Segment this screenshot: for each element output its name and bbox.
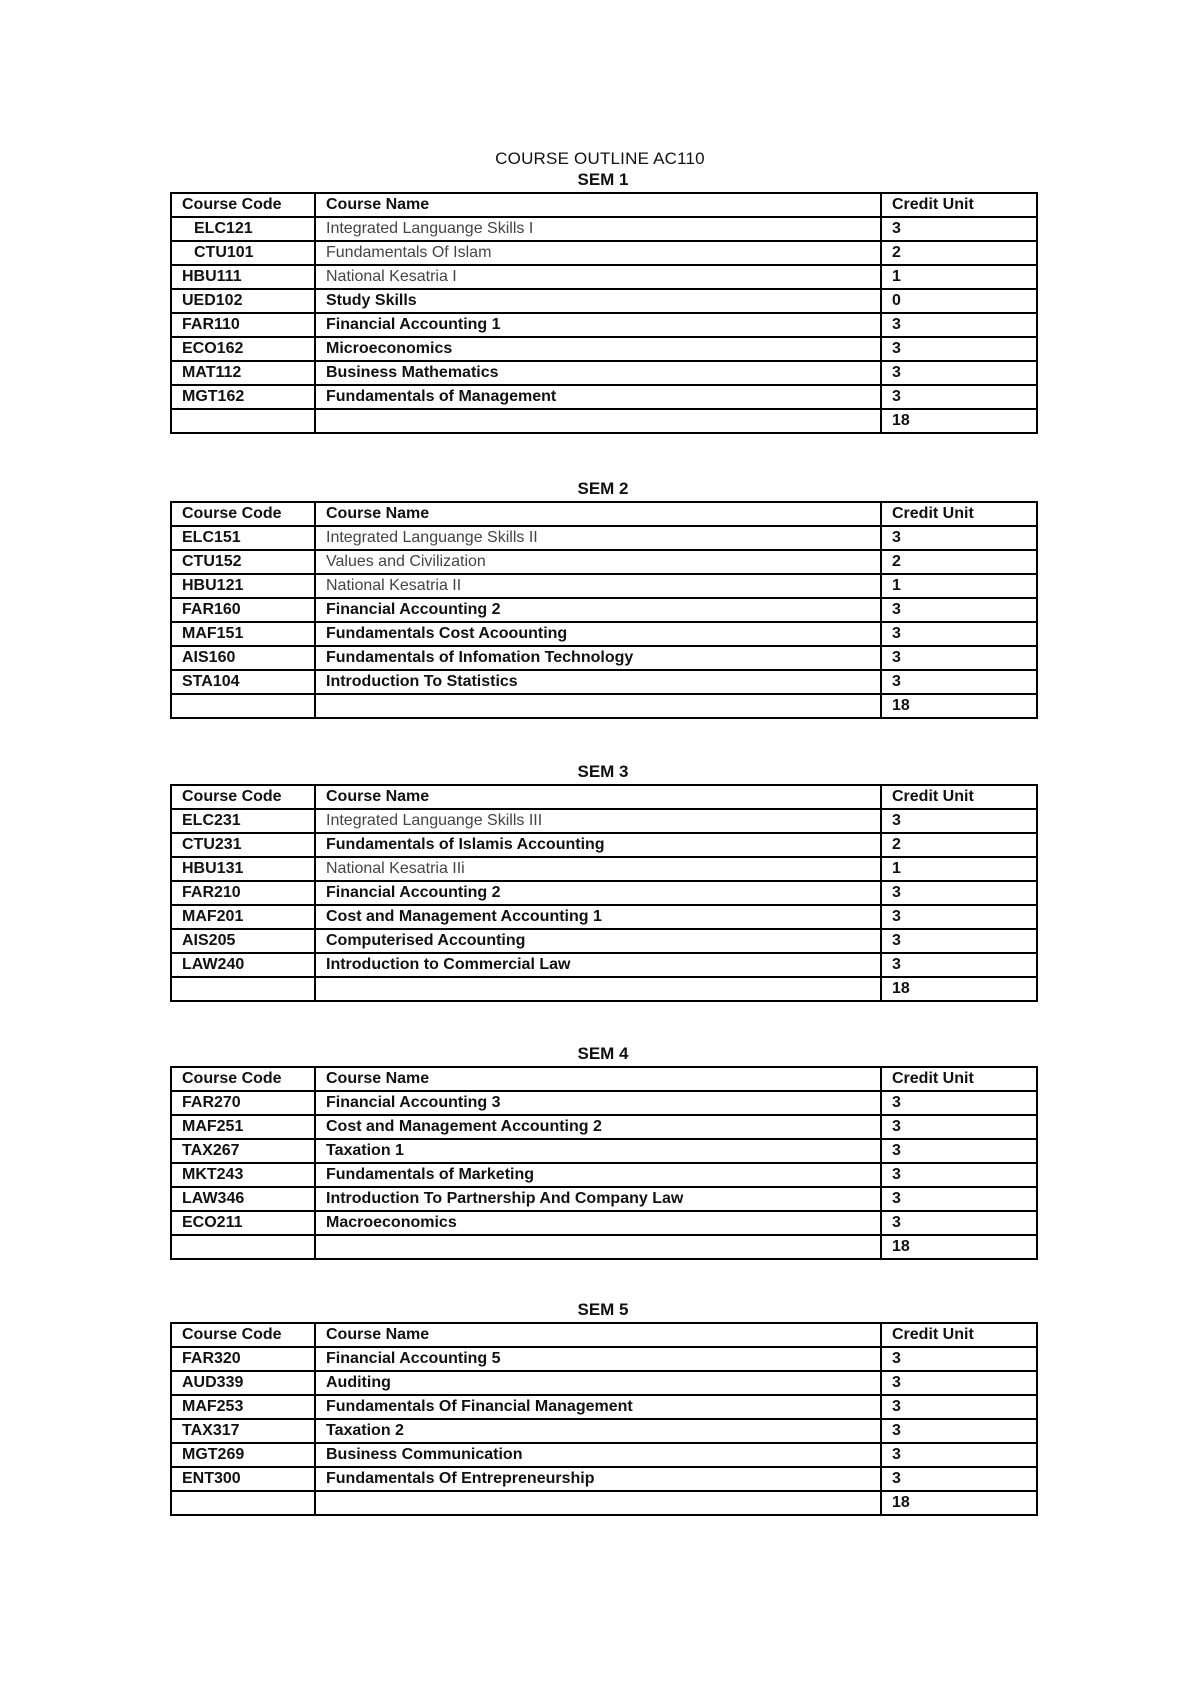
- page-title: COURSE OUTLINE AC110: [495, 149, 705, 168]
- total-row: [171, 1235, 1037, 1259]
- credit-unit-cell: 3: [881, 313, 1037, 337]
- course-code-cell: STA104: [171, 670, 315, 694]
- table-row: [171, 265, 1037, 289]
- credit-unit-cell: 3: [881, 646, 1037, 670]
- course-name-cell: Fundamentals Cost Acoounting: [315, 622, 881, 646]
- course-name-cell: Integrated Languange Skills II: [315, 526, 881, 550]
- course-code-cell: HBU111: [171, 265, 315, 289]
- table-row: [171, 622, 1037, 646]
- credit-unit-cell: 3: [881, 526, 1037, 550]
- table-row: [171, 550, 1037, 574]
- semester-block: [170, 760, 1036, 1002]
- empty-name-cell: [315, 694, 881, 718]
- course-code-cell: MGT269: [171, 1443, 315, 1467]
- total-row: [171, 409, 1037, 433]
- course-code-cell: MKT243: [171, 1163, 315, 1187]
- total-credit-cell: 18: [881, 1235, 1037, 1259]
- credit-unit-cell: 3: [881, 1347, 1037, 1371]
- course-name-cell: Financial Accounting 5: [315, 1347, 881, 1371]
- course-table: [170, 1066, 1038, 1260]
- credit-unit-cell: 3: [881, 1187, 1037, 1211]
- course-name-cell: Computerised Accounting: [315, 929, 881, 953]
- table-row: [171, 313, 1037, 337]
- credit-unit-cell: 3: [881, 1115, 1037, 1139]
- course-code-cell: TAX317: [171, 1419, 315, 1443]
- course-name-cell: Fundamentals of Islamis Accounting: [315, 833, 881, 857]
- total-credit-cell: 18: [881, 977, 1037, 1001]
- credit-unit-cell: 3: [881, 929, 1037, 953]
- empty-code-cell: [171, 977, 315, 1001]
- course-name-cell: Fundamentals of Infomation Technology: [315, 646, 881, 670]
- course-name-cell: Financial Accounting 3: [315, 1091, 881, 1115]
- header-credit-unit: Credit Unit: [881, 1323, 1037, 1347]
- course-name-cell: Auditing: [315, 1371, 881, 1395]
- credit-unit-cell: 3: [881, 361, 1037, 385]
- credit-unit-cell: 3: [881, 1395, 1037, 1419]
- semester-title: SEM 2: [577, 479, 629, 498]
- course-code-cell: CTU101: [171, 241, 315, 265]
- semester-block: [170, 1298, 1036, 1516]
- credit-unit-cell: 3: [881, 809, 1037, 833]
- table-row: [171, 929, 1037, 953]
- course-name-cell: National Kesatria II: [315, 574, 881, 598]
- course-name-cell: Financial Accounting 1: [315, 313, 881, 337]
- credit-unit-cell: 0: [881, 289, 1037, 313]
- course-name-cell: Values and Civilization: [315, 550, 881, 574]
- table-row: [171, 833, 1037, 857]
- course-name-cell: Financial Accounting 2: [315, 598, 881, 622]
- table-row: [171, 1187, 1037, 1211]
- table-row: [171, 670, 1037, 694]
- course-code-cell: FAR210: [171, 881, 315, 905]
- empty-name-cell: [315, 977, 881, 1001]
- credit-unit-cell: 3: [881, 598, 1037, 622]
- course-name-cell: Taxation 1: [315, 1139, 881, 1163]
- header-credit-unit: Credit Unit: [881, 1067, 1037, 1091]
- credit-unit-cell: 2: [881, 550, 1037, 574]
- course-code-cell: CTU231: [171, 833, 315, 857]
- course-table: [170, 192, 1038, 434]
- course-name-cell: Fundamentals of Management: [315, 385, 881, 409]
- course-name-cell: Study Skills: [315, 289, 881, 313]
- empty-name-cell: [315, 409, 881, 433]
- empty-code-cell: [171, 694, 315, 718]
- course-name-cell: Introduction To Statistics: [315, 670, 881, 694]
- course-name-cell: Macroeconomics: [315, 1211, 881, 1235]
- table-row: [171, 1419, 1037, 1443]
- table-header-row: [171, 502, 1037, 526]
- header-course-code: Course Code: [171, 1323, 315, 1347]
- credit-unit-cell: 3: [881, 1163, 1037, 1187]
- table-row: [171, 598, 1037, 622]
- header-course-name: Course Name: [315, 502, 881, 526]
- credit-unit-cell: 2: [881, 241, 1037, 265]
- course-code-cell: CTU152: [171, 550, 315, 574]
- credit-unit-cell: 2: [881, 833, 1037, 857]
- header-course-name: Course Name: [315, 1067, 881, 1091]
- course-name-cell: Taxation 2: [315, 1419, 881, 1443]
- table-row: [171, 1211, 1037, 1235]
- empty-code-cell: [171, 1235, 315, 1259]
- header-credit-unit: Credit Unit: [881, 502, 1037, 526]
- table-row: [171, 574, 1037, 598]
- course-name-cell: Fundamentals Of Islam: [315, 241, 881, 265]
- credit-unit-cell: 3: [881, 1467, 1037, 1491]
- total-credit-cell: 18: [881, 1491, 1037, 1515]
- course-name-cell: Fundamentals of Marketing: [315, 1163, 881, 1187]
- credit-unit-cell: 3: [881, 905, 1037, 929]
- semester-title: SEM 3: [577, 762, 629, 781]
- course-name-cell: Introduction To Partnership And Company Law: [315, 1187, 881, 1211]
- course-code-cell: FAR320: [171, 1347, 315, 1371]
- table-row: [171, 337, 1037, 361]
- course-name-cell: National Kesatria IIi: [315, 857, 881, 881]
- credit-unit-cell: 3: [881, 1091, 1037, 1115]
- course-table: [170, 784, 1038, 1002]
- course-code-cell: MAF251: [171, 1115, 315, 1139]
- credit-unit-cell: 3: [881, 881, 1037, 905]
- credit-unit-cell: 3: [881, 953, 1037, 977]
- course-name-cell: Financial Accounting 2: [315, 881, 881, 905]
- course-code-cell: FAR270: [171, 1091, 315, 1115]
- table-row: [171, 646, 1037, 670]
- course-code-cell: ENT300: [171, 1467, 315, 1491]
- credit-unit-cell: 3: [881, 670, 1037, 694]
- empty-name-cell: [315, 1235, 881, 1259]
- course-code-cell: MGT162: [171, 385, 315, 409]
- course-name-cell: National Kesatria I: [315, 265, 881, 289]
- course-name-cell: Business Communication: [315, 1443, 881, 1467]
- course-code-cell: HBU121: [171, 574, 315, 598]
- course-code-cell: ELC121: [171, 217, 315, 241]
- table-row: [171, 1347, 1037, 1371]
- header-credit-unit: Credit Unit: [881, 785, 1037, 809]
- semester-block: [170, 477, 1036, 719]
- empty-code-cell: [171, 409, 315, 433]
- table-row: [171, 217, 1037, 241]
- course-code-cell: ELC231: [171, 809, 315, 833]
- table-row: [171, 526, 1037, 550]
- credit-unit-cell: 3: [881, 1419, 1037, 1443]
- table-row: [171, 1139, 1037, 1163]
- credit-unit-cell: 3: [881, 217, 1037, 241]
- course-code-cell: AUD339: [171, 1371, 315, 1395]
- course-name-cell: Fundamentals Of Entrepreneurship: [315, 1467, 881, 1491]
- table-row: [171, 809, 1037, 833]
- course-code-cell: AIS205: [171, 929, 315, 953]
- course-code-cell: HBU131: [171, 857, 315, 881]
- header-course-code: Course Code: [171, 785, 315, 809]
- course-table: [170, 501, 1038, 719]
- course-code-cell: MAF253: [171, 1395, 315, 1419]
- table-row: [171, 1467, 1037, 1491]
- table-row: [171, 1395, 1037, 1419]
- header-course-code: Course Code: [171, 502, 315, 526]
- course-code-cell: FAR110: [171, 313, 315, 337]
- table-row: [171, 905, 1037, 929]
- credit-unit-cell: 3: [881, 1371, 1037, 1395]
- semester-block: [170, 168, 1036, 434]
- course-code-cell: MAF151: [171, 622, 315, 646]
- empty-code-cell: [171, 1491, 315, 1515]
- header-course-name: Course Name: [315, 1323, 881, 1347]
- header-course-code: Course Code: [171, 193, 315, 217]
- table-row: [171, 385, 1037, 409]
- table-row: [171, 857, 1037, 881]
- table-row: [171, 241, 1037, 265]
- table-row: [171, 953, 1037, 977]
- course-name-cell: Cost and Management Accounting 2: [315, 1115, 881, 1139]
- course-name-cell: Fundamentals Of Financial Management: [315, 1395, 881, 1419]
- header-credit-unit: Credit Unit: [881, 193, 1037, 217]
- credit-unit-cell: 3: [881, 385, 1037, 409]
- credit-unit-cell: 1: [881, 574, 1037, 598]
- course-code-cell: LAW240: [171, 953, 315, 977]
- course-code-cell: AIS160: [171, 646, 315, 670]
- course-name-cell: Introduction to Commercial Law: [315, 953, 881, 977]
- table-row: [171, 1371, 1037, 1395]
- table-header-row: [171, 785, 1037, 809]
- credit-unit-cell: 1: [881, 857, 1037, 881]
- course-code-cell: LAW346: [171, 1187, 315, 1211]
- semester-block: [170, 1042, 1036, 1260]
- table-row: [171, 1091, 1037, 1115]
- total-row: [171, 977, 1037, 1001]
- course-code-cell: ECO211: [171, 1211, 315, 1235]
- table-row: [171, 1115, 1037, 1139]
- total-credit-cell: 18: [881, 694, 1037, 718]
- course-name-cell: Cost and Management Accounting 1: [315, 905, 881, 929]
- table-row: [171, 361, 1037, 385]
- header-course-code: Course Code: [171, 1067, 315, 1091]
- credit-unit-cell: 1: [881, 265, 1037, 289]
- table-header-row: [171, 1067, 1037, 1091]
- total-credit-cell: 18: [881, 409, 1037, 433]
- semester-title: SEM 5: [577, 1300, 629, 1319]
- table-header-row: [171, 193, 1037, 217]
- table-row: [171, 1163, 1037, 1187]
- course-code-cell: FAR160: [171, 598, 315, 622]
- course-name-cell: Business Mathematics: [315, 361, 881, 385]
- total-row: [171, 1491, 1037, 1515]
- total-row: [171, 694, 1037, 718]
- course-code-cell: ELC151: [171, 526, 315, 550]
- header-course-name: Course Name: [315, 193, 881, 217]
- table-row: [171, 881, 1037, 905]
- course-name-cell: Integrated Languange Skills I: [315, 217, 881, 241]
- empty-name-cell: [315, 1491, 881, 1515]
- course-code-cell: ECO162: [171, 337, 315, 361]
- header-course-name: Course Name: [315, 785, 881, 809]
- course-table: [170, 1322, 1038, 1516]
- credit-unit-cell: 3: [881, 1139, 1037, 1163]
- course-name-cell: Integrated Languange Skills III: [315, 809, 881, 833]
- course-code-cell: UED102: [171, 289, 315, 313]
- table-row: [171, 1443, 1037, 1467]
- course-code-cell: MAF201: [171, 905, 315, 929]
- semester-title: SEM 4: [577, 1044, 629, 1063]
- credit-unit-cell: 3: [881, 337, 1037, 361]
- semester-title: SEM 1: [577, 170, 629, 189]
- course-name-cell: Microeconomics: [315, 337, 881, 361]
- credit-unit-cell: 3: [881, 1443, 1037, 1467]
- table-row: [171, 289, 1037, 313]
- table-header-row: [171, 1323, 1037, 1347]
- course-code-cell: MAT112: [171, 361, 315, 385]
- course-code-cell: TAX267: [171, 1139, 315, 1163]
- credit-unit-cell: 3: [881, 622, 1037, 646]
- credit-unit-cell: 3: [881, 1211, 1037, 1235]
